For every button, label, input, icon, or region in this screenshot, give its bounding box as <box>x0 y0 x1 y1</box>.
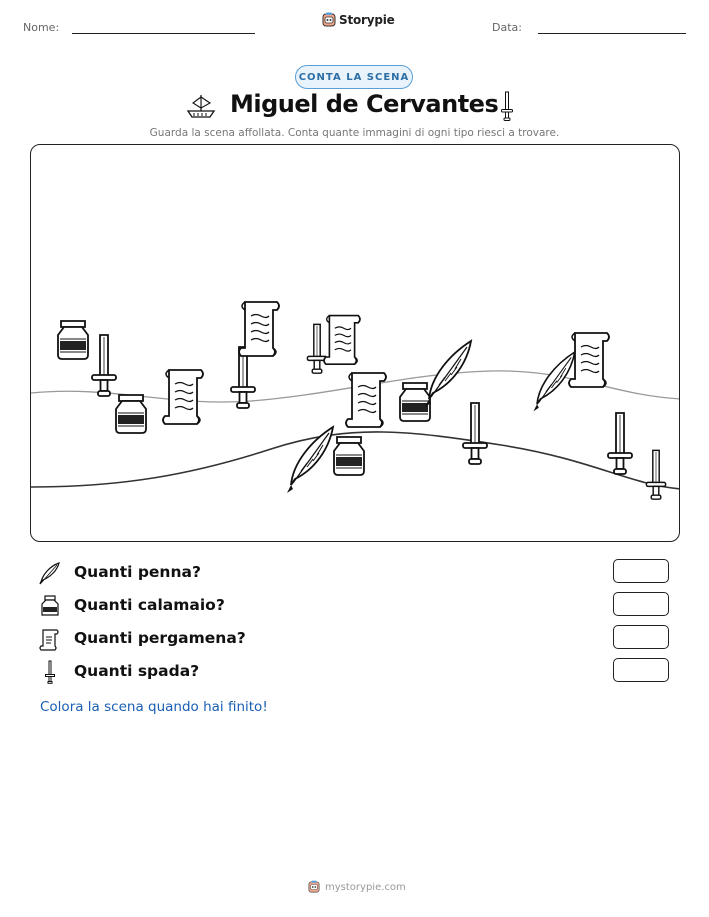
scroll-icon <box>163 370 203 424</box>
instructions: Guarda la scena affollata. Conta quante immagini di ogni tipo riesci a trovare. <box>149 127 560 139</box>
scene-frame[interactable] <box>30 144 680 542</box>
scroll-icon <box>239 302 279 356</box>
answer-box-sword[interactable] <box>613 658 669 682</box>
sword-icon <box>646 450 665 499</box>
scroll-icon <box>346 373 386 427</box>
question-row-quill <box>38 559 678 587</box>
inkpot-icon <box>400 383 430 421</box>
page-title: Miguel de Cervantes <box>230 90 499 118</box>
question-row-scroll <box>38 625 678 653</box>
scroll-icon <box>324 316 360 365</box>
question-text: Quanti penna? <box>74 563 201 581</box>
answer-box-inkpot[interactable] <box>613 592 669 616</box>
storypie-mascot-icon <box>322 12 336 28</box>
question-text: Quanti pergamena? <box>74 629 246 647</box>
site-url[interactable]: mystorypie.com <box>325 881 406 893</box>
question-row-inkpot <box>38 592 678 620</box>
sword-icon <box>500 90 514 122</box>
activity-badge: CONTA LA SCENA <box>295 65 413 89</box>
inkpot-icon <box>116 395 146 433</box>
sword-icon <box>608 413 632 474</box>
answer-box-quill[interactable] <box>613 559 669 583</box>
quill-icon <box>287 427 333 493</box>
site-footer <box>308 880 406 894</box>
sword-icon <box>463 403 487 464</box>
storypie-mascot-icon <box>308 880 320 894</box>
question-row-sword <box>38 658 678 686</box>
title-row <box>0 90 709 126</box>
inkpot-icon <box>38 594 62 618</box>
date-label: Data: <box>492 21 522 34</box>
scene-illustration[interactable] <box>31 145 680 542</box>
sword-icon <box>92 335 116 396</box>
coloring-note: Colora la scena quando hai finito! <box>40 699 268 715</box>
name-field-line[interactable] <box>72 33 255 34</box>
inkpot-icon <box>334 437 364 475</box>
name-label: Nome: <box>23 21 60 34</box>
date-field-line[interactable] <box>538 33 686 34</box>
brand-name: Storypie <box>339 13 395 27</box>
question-text: Quanti calamaio? <box>74 596 225 614</box>
storypie-logo <box>322 12 395 28</box>
quill-icon <box>425 341 471 407</box>
inkpot-icon <box>58 321 88 359</box>
sword-icon <box>307 324 326 373</box>
quill-icon <box>38 561 62 585</box>
sword-icon <box>38 660 62 684</box>
scroll-icon <box>38 627 62 651</box>
answer-box-scroll[interactable] <box>613 625 669 649</box>
scroll-icon <box>569 333 609 387</box>
ship-icon <box>186 93 216 119</box>
question-text: Quanti spada? <box>74 662 200 680</box>
